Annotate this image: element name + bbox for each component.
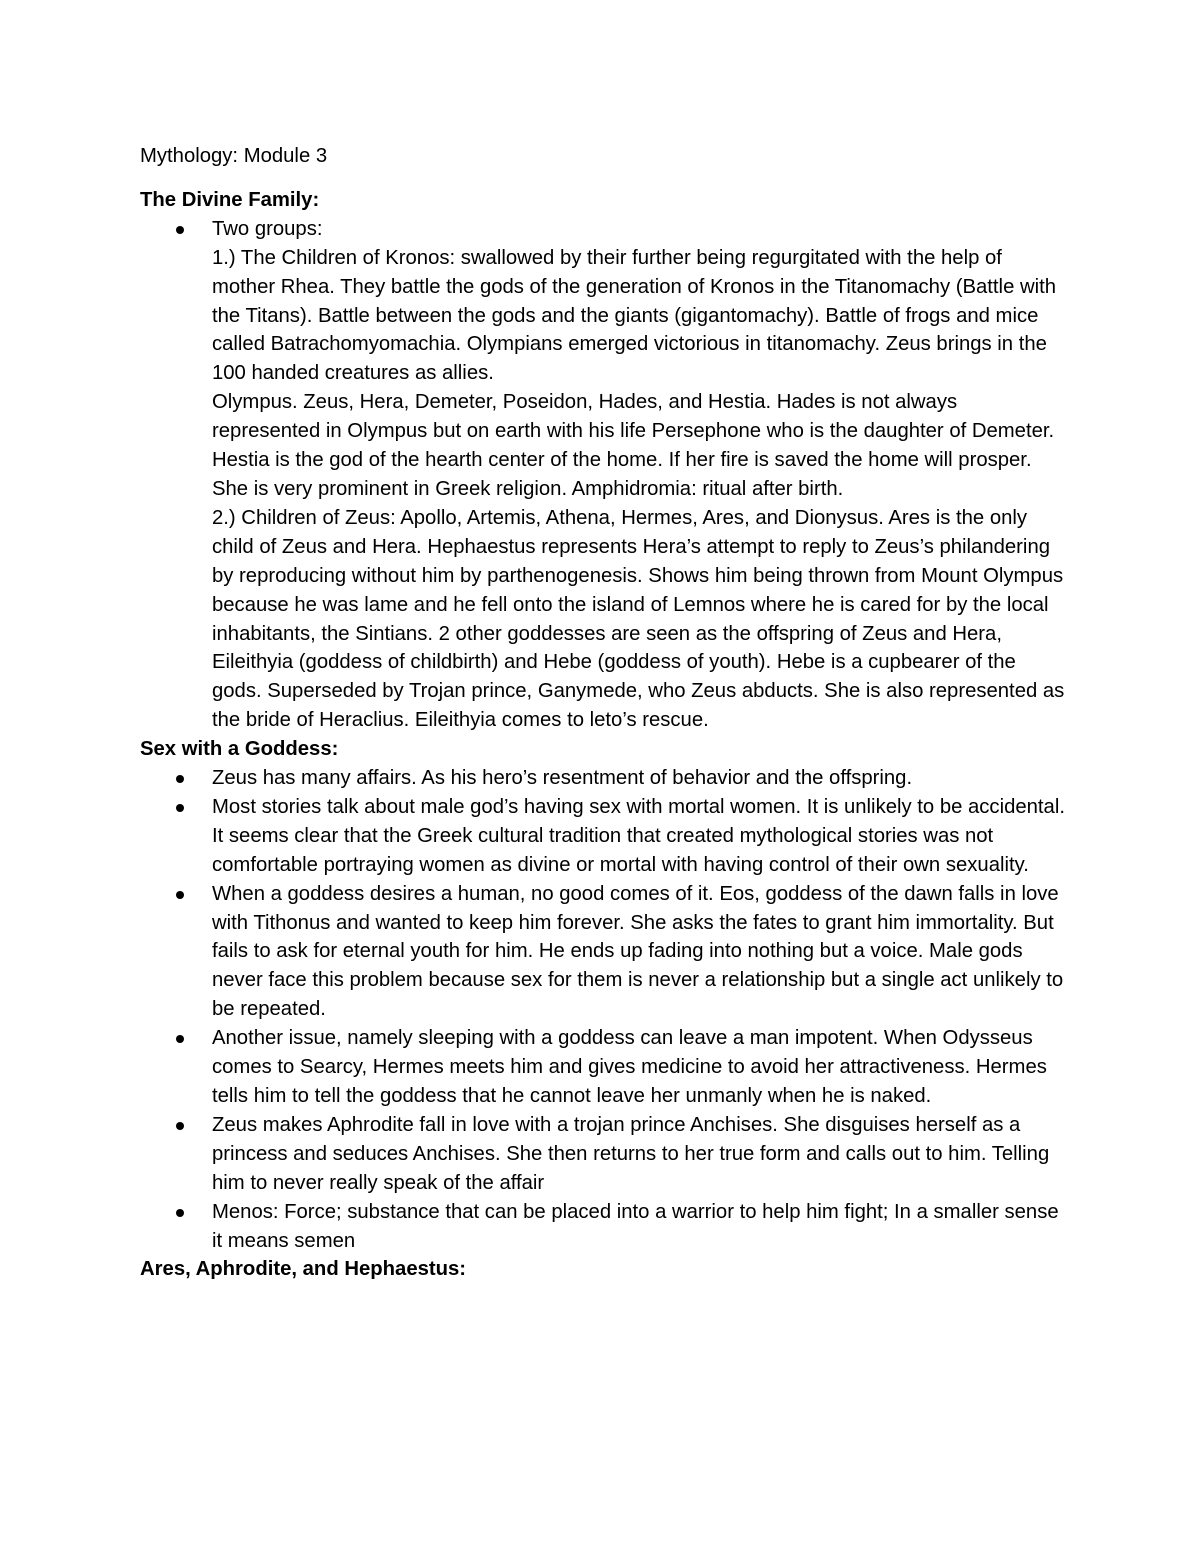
paragraph-olympus: Olympus. Zeus, Hera, Demeter, Poseidon, Hades, and Hestia. Hades is not always represented in Olympus but on earth with his life Persephone who is the daughter of Demeter. Hestia is the god of the hearth center of the home. If her fire is saved the home will prosper. She is very prominent in Greek religion. Amphidromia: ritual after birth. [212,391,1055,500]
list-item-text: Menos: Force; substance that can be placed into a warrior to help him fight; In a smaller sense it means semen [212,1200,1059,1252]
list-item-text: Most stories talk about male god’s having sex with mortal women. It is unlikely to be accidental. It seems clear that the Greek cultural tradition that created mythological stories was not comfortable portraying women as divine or mortal with having control of their own sexuality. [212,795,1065,876]
bullet-icon [176,1035,184,1043]
section-heading-divine-family: The Divine Family: [140,188,320,211]
list-item [140,793,1070,880]
bullet-icon [176,1209,184,1217]
list-item-text: When a goddess desires a human, no good comes of it. Eos, goddess of the dawn falls in love with Tithonus and wanted to keep him forever. She asks the fates to grant him immortality. But fails to ask for eternal youth for him. He ends up fading into nothing but a voice. Male gods never face this problem because sex for them is never a relationship but a single act unlikely to be repeated. [212,882,1064,1021]
list-item-text: Two groups: [212,217,323,240]
paragraph-children-of-zeus: 2.) Children of Zeus: Apollo, Artemis, Athena, Hermes, Ares, and Dionysus. Ares is the only child of Zeus and Hera. Hephaestus represents Hera’s attempt to reply to Zeus’s philandering by reproducing without him by parthenogenesis. Shows him being thrown from Mount Olympus because he was lame and he fell onto the island of Lemnos where he is cared for by the local inhabitants, the Sintians. 2 other goddesses are seen as the offspring of Zeus and Hera, Eileithyia (goddess of childbirth) and Hebe (goddess of youth). Hebe is a cupbearer of the gods. Superseded by Trojan prince, Ganymede, who Zeus abducts. She is also represented as the bride of Heraclius. Eileithyia comes to leto’s rescue. [212,506,1065,732]
section-heading-sex-with-goddess: Sex with a Goddess: [140,738,339,761]
list-item-text: Zeus makes Aphrodite fall in love with a trojan prince Anchises. She disguises herself as a princess and seduces Anchises. She then returns to her true form and calls out to him. Telling him to never really speak of the affair [212,1113,1050,1194]
bullet-icon [176,804,184,812]
list-item-text: Zeus has many affairs. As his hero’s resentment of behavior and the offspring. [212,767,913,790]
document-page [140,142,1070,1284]
sex-with-goddess-bullet-list [140,764,1070,1255]
bullet-icon [176,891,184,899]
document-title: Mythology: Module 3 [140,145,328,167]
list-item-text: Another issue, namely sleeping with a goddess can leave a man impotent. When Odysseus comes to Searcy, Hermes meets him and gives medicine to avoid her attractiveness. Hermes tells him to tell the goddess that he cannot leave her unmanly when he is naked. [212,1027,1047,1107]
list-item [140,880,1070,1025]
bullet-icon [176,775,184,783]
bullet-icon [176,1122,184,1130]
divine-family-bullet-list [140,215,1070,244]
section-heading-ares-aphrodite-hephaestus: Ares, Aphrodite, and Hephaestus: [140,1258,467,1281]
paragraph-children-of-kronos: 1.) The Children of Kronos: swallowed by their further being regurgitated with the help of mother Rhea. They battle the gods of the generation of Kronos in the Titanomachy (Battle with the Titans). Battle between the gods and the giants (gigantomachy). Battle of frogs and mice called Batrachomyomachia. Olympians emerged victorious in titanomachy. Zeus brings in the 100 handed creatures as allies. [212,246,1057,385]
list-item [140,1111,1070,1198]
list-item [140,215,1070,244]
list-item [140,1024,1070,1111]
bullet-icon [176,226,184,234]
list-item [140,1198,1070,1256]
list-item [140,764,1070,793]
